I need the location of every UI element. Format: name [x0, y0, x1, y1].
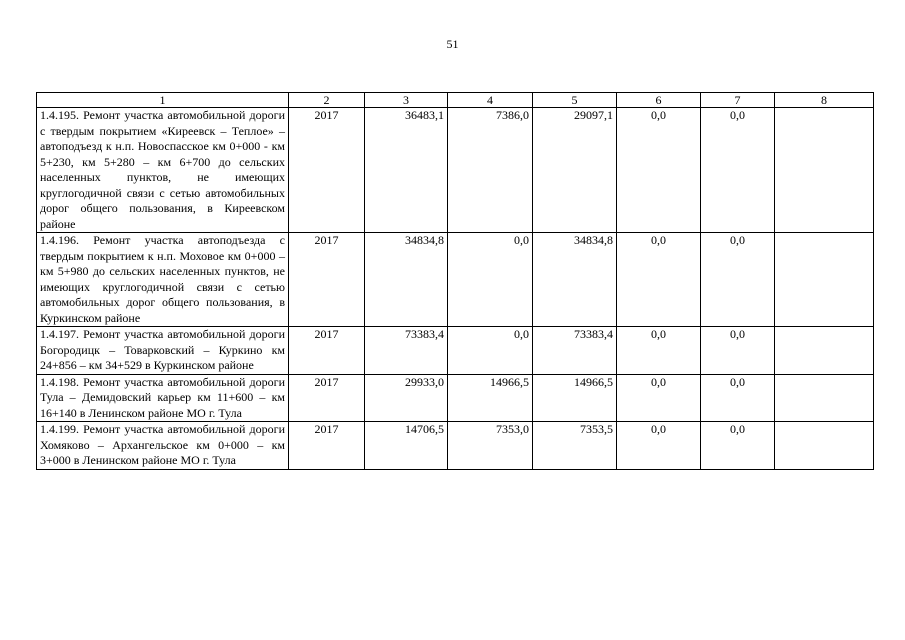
row-value-col5: 14966,5	[533, 374, 617, 422]
row-description: 1.4.197. Ремонт участка автомобильной дороги Богородицк – Товарковский – Куркино км 24+856 – км 34+529 в Куркинском районе	[37, 327, 289, 375]
column-header-4: 4	[448, 93, 533, 108]
row-value-col6: 0,0	[617, 374, 701, 422]
program-table	[36, 92, 874, 470]
row-value-col6: 0,0	[617, 108, 701, 233]
row-value-total: 14706,5	[365, 422, 448, 470]
column-header-5: 5	[533, 93, 617, 108]
table-row	[37, 422, 874, 470]
row-year: 2017	[289, 233, 365, 327]
row-value-col7: 0,0	[701, 374, 775, 422]
table-row	[37, 374, 874, 422]
row-value-col4: 7353,0	[448, 422, 533, 470]
row-year: 2017	[289, 327, 365, 375]
table-row	[37, 327, 874, 375]
row-value-col6: 0,0	[617, 327, 701, 375]
row-description: 1.4.195. Ремонт участка автомобильной дороги с твердым покрытием «Киреевск – Теплое» – автоподъезд к н.п. Новоспасское км 0+000 - км 5+230, км 5+280 – км 6+700 до сельских населенных пунктов, не имеющих круглогодичной связи с сетью автомобильных дорог общего пользования, в Киреевском районе	[37, 108, 289, 233]
page-number: 51	[446, 37, 459, 51]
row-value-col4: 7386,0	[448, 108, 533, 233]
column-header-1: 1	[37, 93, 289, 108]
row-year: 2017	[289, 374, 365, 422]
row-value-col6: 0,0	[617, 422, 701, 470]
row-value-col4: 14966,5	[448, 374, 533, 422]
row-description: 1.4.198. Ремонт участка автомобильной дороги Тула – Демидовский карьер км 11+600 – км 16+140 в Ленинском районе МО г. Тула	[37, 374, 289, 422]
row-value-total: 73383,4	[365, 327, 448, 375]
row-value-col8	[775, 108, 874, 233]
row-value-col5: 73383,4	[533, 327, 617, 375]
row-value-col8	[775, 233, 874, 327]
row-value-col7: 0,0	[701, 327, 775, 375]
row-value-total: 34834,8	[365, 233, 448, 327]
row-value-col7: 0,0	[701, 233, 775, 327]
row-value-total: 29933,0	[365, 374, 448, 422]
row-value-col6: 0,0	[617, 233, 701, 327]
row-description: 1.4.199. Ремонт участка автомобильной дороги Хомяково – Архангельское км 0+000 – км 3+000 в Ленинском районе МО г. Тула	[37, 422, 289, 470]
row-value-col7: 0,0	[701, 108, 775, 233]
row-description: 1.4.196. Ремонт участка автоподъезда с твердым покрытием к н.п. Моховое км 0+000 – км 5+980 до сельских населенных пунктов, не имеющих круглогодичной связи с сетью автомобильных дорог общего пользования, в Куркинском районе	[37, 233, 289, 327]
table-row	[37, 108, 874, 233]
table-row	[37, 233, 874, 327]
header-row	[37, 93, 874, 108]
column-header-2: 2	[289, 93, 365, 108]
column-header-3: 3	[365, 93, 448, 108]
row-year: 2017	[289, 422, 365, 470]
row-year: 2017	[289, 108, 365, 233]
row-value-col5: 7353,5	[533, 422, 617, 470]
column-header-8: 8	[775, 93, 874, 108]
row-value-col7: 0,0	[701, 422, 775, 470]
row-value-col4: 0,0	[448, 233, 533, 327]
row-value-col8	[775, 327, 874, 375]
column-header-7: 7	[701, 93, 775, 108]
row-value-col4: 0,0	[448, 327, 533, 375]
row-value-col8	[775, 374, 874, 422]
row-value-total: 36483,1	[365, 108, 448, 233]
column-header-6: 6	[617, 93, 701, 108]
row-value-col8	[775, 422, 874, 470]
row-value-col5: 29097,1	[533, 108, 617, 233]
row-value-col5: 34834,8	[533, 233, 617, 327]
